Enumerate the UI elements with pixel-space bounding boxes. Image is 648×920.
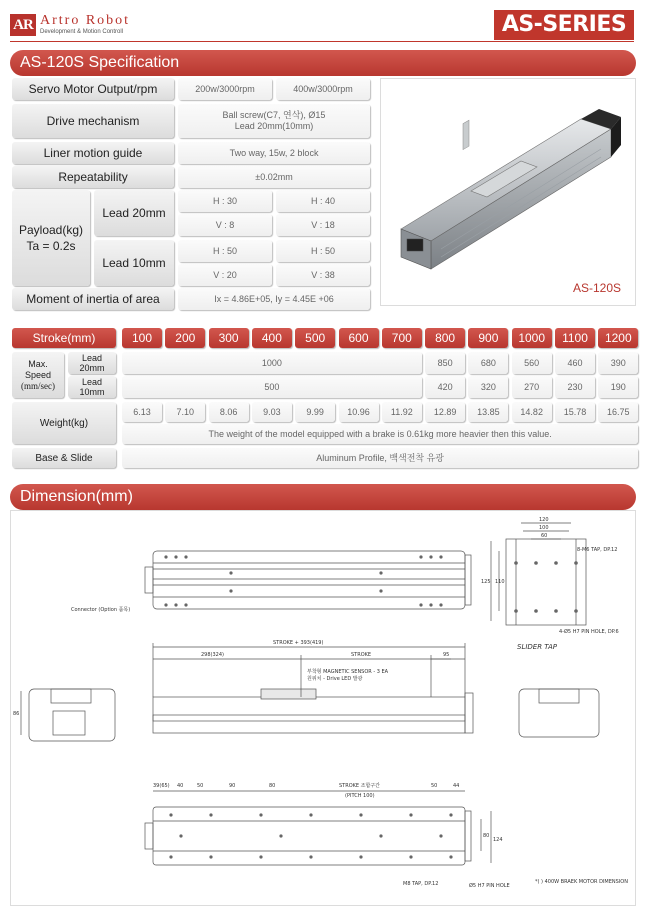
drive-label: Drive mechanism — [12, 104, 174, 138]
lead20-speed-value: 560 — [512, 352, 552, 374]
stroke-value: 300 — [209, 328, 249, 348]
stroke-header-label: Stroke(mm) — [12, 328, 116, 348]
stroke-value: 100 — [122, 328, 162, 348]
lead20-speed-value: 390 — [598, 352, 638, 374]
product-image-panel — [380, 78, 636, 306]
repeatability-value: ±0.02mm — [178, 166, 370, 188]
pin-note: 4-Ø5 H7 PIN HOLE, DP.6 — [559, 629, 619, 635]
max-speed-label-line: (mm/sec) — [21, 380, 55, 391]
page-header — [0, 0, 648, 44]
stroke-value: 700 — [382, 328, 422, 348]
connector-note: Connector (Option 품목) — [71, 607, 131, 613]
bottom-view-body — [153, 807, 465, 865]
payload-lead10-h-400w: H : 50 — [276, 240, 370, 262]
weight-value: 14.82 — [512, 402, 552, 422]
weight-value: 13.85 — [468, 402, 508, 422]
weight-value: 15.78 — [555, 402, 595, 422]
lead20-speed-value: 680 — [468, 352, 508, 374]
base-slide-value: Aluminum Profile, 백색전착 유광 — [122, 448, 638, 468]
drive-value-line1: Ball screw(C7, 연삭), Ø15 — [222, 110, 326, 120]
slider-tap-title: SLIDER TAP — [517, 643, 557, 651]
weight-value: 12.89 — [425, 402, 465, 422]
stroke-value: 800 — [425, 328, 465, 348]
lead10-speed-value: 320 — [468, 376, 508, 398]
bottom-dim-50a: 50 — [197, 783, 204, 789]
weight-value: 9.99 — [295, 402, 335, 422]
logo-subtitle: Development & Motion Controll — [40, 29, 124, 35]
bottom-dim-80v: 80 — [483, 833, 490, 839]
lead10-speed-value: 270 — [512, 376, 552, 398]
weight-value: 8.06 — [209, 402, 249, 422]
drive-value — [178, 104, 370, 138]
bottom-dim-44: 44 — [453, 783, 460, 789]
servo-label: Servo Motor Output/rpm — [12, 78, 174, 100]
lead20-speed-label-line: 20mm — [79, 363, 105, 373]
inertia-label: Moment of inertia of area — [12, 288, 174, 310]
drive-value-line2: Lead 20mm(10mm) — [234, 121, 314, 131]
stroke-value: 600 — [339, 328, 379, 348]
top-view-body — [153, 551, 465, 609]
repeatability-label: Repeatability — [12, 166, 174, 188]
lead10-speed-value: 230 — [555, 376, 595, 398]
stroke-value: 1000 — [512, 328, 552, 348]
weight-value: 10.96 — [339, 402, 379, 422]
max-speed-label — [12, 352, 64, 398]
actuator-product-image — [381, 79, 637, 307]
slider-top-view — [506, 539, 586, 625]
guide-value: Two way, 15w, 2 block — [178, 142, 370, 164]
lead20-speed-value: 850 — [425, 352, 465, 374]
stroke-value: 900 — [468, 328, 508, 348]
dim-100: 100 — [539, 525, 549, 531]
servo-value-200w: 200w/3000rpm — [178, 78, 272, 100]
bottom-dim-50b: 50 — [431, 783, 438, 789]
pin5-note: Ø5 H7 PIN HOLE — [469, 883, 510, 889]
bottom-dim-124: 124 — [493, 837, 503, 843]
logo-mark: AR — [10, 14, 36, 36]
stroke-value: 400 — [252, 328, 292, 348]
lead20-speed-value: 460 — [555, 352, 595, 374]
max-speed-label-line: Speed — [24, 369, 52, 380]
front-view-right — [519, 689, 599, 737]
bottom-dim-80: 80 — [269, 783, 276, 789]
dimension-drawing-panel — [10, 510, 636, 906]
payload-lead20-v-400w: V : 18 — [276, 214, 370, 236]
payload-lead20-h-200w: H : 30 — [178, 190, 272, 212]
dim-298: 298(324) — [201, 652, 224, 658]
lead10-speed-value: 190 — [598, 376, 638, 398]
guide-label: Liner motion guide — [12, 142, 174, 164]
brake-note: The weight of the model equipped with a brake is 0.61kg more heavier then this value. — [122, 424, 638, 444]
payload-lead20-h-400w: H : 40 — [276, 190, 370, 212]
stroke-value: 1200 — [598, 328, 638, 348]
payload-lead10-v-200w: V : 20 — [178, 264, 272, 286]
spec-section-title: AS-120S Specification — [10, 50, 636, 76]
payload-label-line2: Ta = 0.2s — [26, 239, 76, 253]
weight-label: Weight(kg) — [12, 402, 116, 444]
inertia-value: Ix = 4.86E+05, Iy = 4.45E +06 — [178, 288, 370, 310]
dim-60: 60 — [541, 533, 548, 539]
weight-value: 16.75 — [598, 402, 638, 422]
payload-lead20-label: Lead 20mm — [94, 190, 174, 236]
weight-value: 7.10 — [165, 402, 205, 422]
side-view-slider — [261, 689, 316, 699]
stroke-value: 1100 — [555, 328, 595, 348]
lead10-speed-value: 420 — [425, 376, 465, 398]
weight-value: 9.03 — [252, 402, 292, 422]
led-note: 원위치 - Drive LED 발광 — [307, 676, 363, 682]
lead20-speed-label — [68, 352, 116, 374]
lead10-speed-label — [68, 376, 116, 398]
dim-110: 110 — [495, 579, 505, 585]
bottom-dim-39: 39(65) — [153, 783, 170, 789]
dim-86: 86 — [13, 711, 20, 717]
lead20-speed-label-line: Lead — [81, 353, 103, 363]
bottom-pitch-note: (PITCH 100) — [345, 793, 375, 799]
bottom-dim-90: 90 — [229, 783, 236, 789]
dim-95: 95 — [443, 652, 450, 658]
payload-label — [12, 190, 90, 286]
sensor-note: 부착형 MAGNETIC SENSOR - 3 EA — [307, 669, 389, 675]
servo-value-400w: 400w/3000rpm — [276, 78, 370, 100]
payload-lead20-v-200w: V : 8 — [178, 214, 272, 236]
stroke-total-dim: STROKE + 393(419) — [273, 640, 324, 646]
lead10-speed-label-line: Lead — [81, 377, 103, 387]
stroke-value: 500 — [295, 328, 335, 348]
product-model-label: AS-120S — [572, 281, 621, 295]
stroke-value: 200 — [165, 328, 205, 348]
dimension-drawing — [11, 511, 637, 907]
payload-lead10-label: Lead 10mm — [94, 240, 174, 286]
dim-125: 125 — [481, 579, 491, 585]
payload-lead10-v-400w: V : 38 — [276, 264, 370, 286]
top-view-end-cap — [145, 567, 153, 593]
payload-lead10-h-200w: H : 50 — [178, 240, 272, 262]
logo-name: Artro Robot — [40, 13, 131, 28]
lead10-speed-label-line: 10mm — [79, 387, 105, 397]
lead20-speed-merged: 1000 — [122, 352, 422, 374]
m8-note: M8 TAP, DP.12 — [403, 881, 439, 887]
weight-value: 6.13 — [122, 402, 162, 422]
header-divider — [10, 41, 634, 42]
bottom-stroke-note: STROKE 조합구간 — [339, 783, 380, 789]
payload-label-line1: Payload(kg) — [18, 223, 84, 237]
base-slide-label: Base & Slide — [12, 448, 116, 468]
dimension-section-title: Dimension(mm) — [10, 484, 636, 510]
front-view-left — [29, 689, 115, 741]
lead10-speed-merged: 500 — [122, 376, 422, 398]
series-title: AS-SERIES — [494, 10, 634, 40]
dim-120: 120 — [539, 517, 549, 523]
bottom-dim-40: 40 — [177, 783, 184, 789]
brake-motor-note: *( ) 400W BRAEK MOTOR DIMENSION — [535, 879, 628, 885]
tap-note: 8-M6 TAP, DP.12 — [577, 547, 618, 553]
max-speed-label-line: Max. — [28, 358, 48, 369]
weight-value: 11.92 — [382, 402, 422, 422]
stroke-dim: STROKE — [351, 652, 372, 658]
